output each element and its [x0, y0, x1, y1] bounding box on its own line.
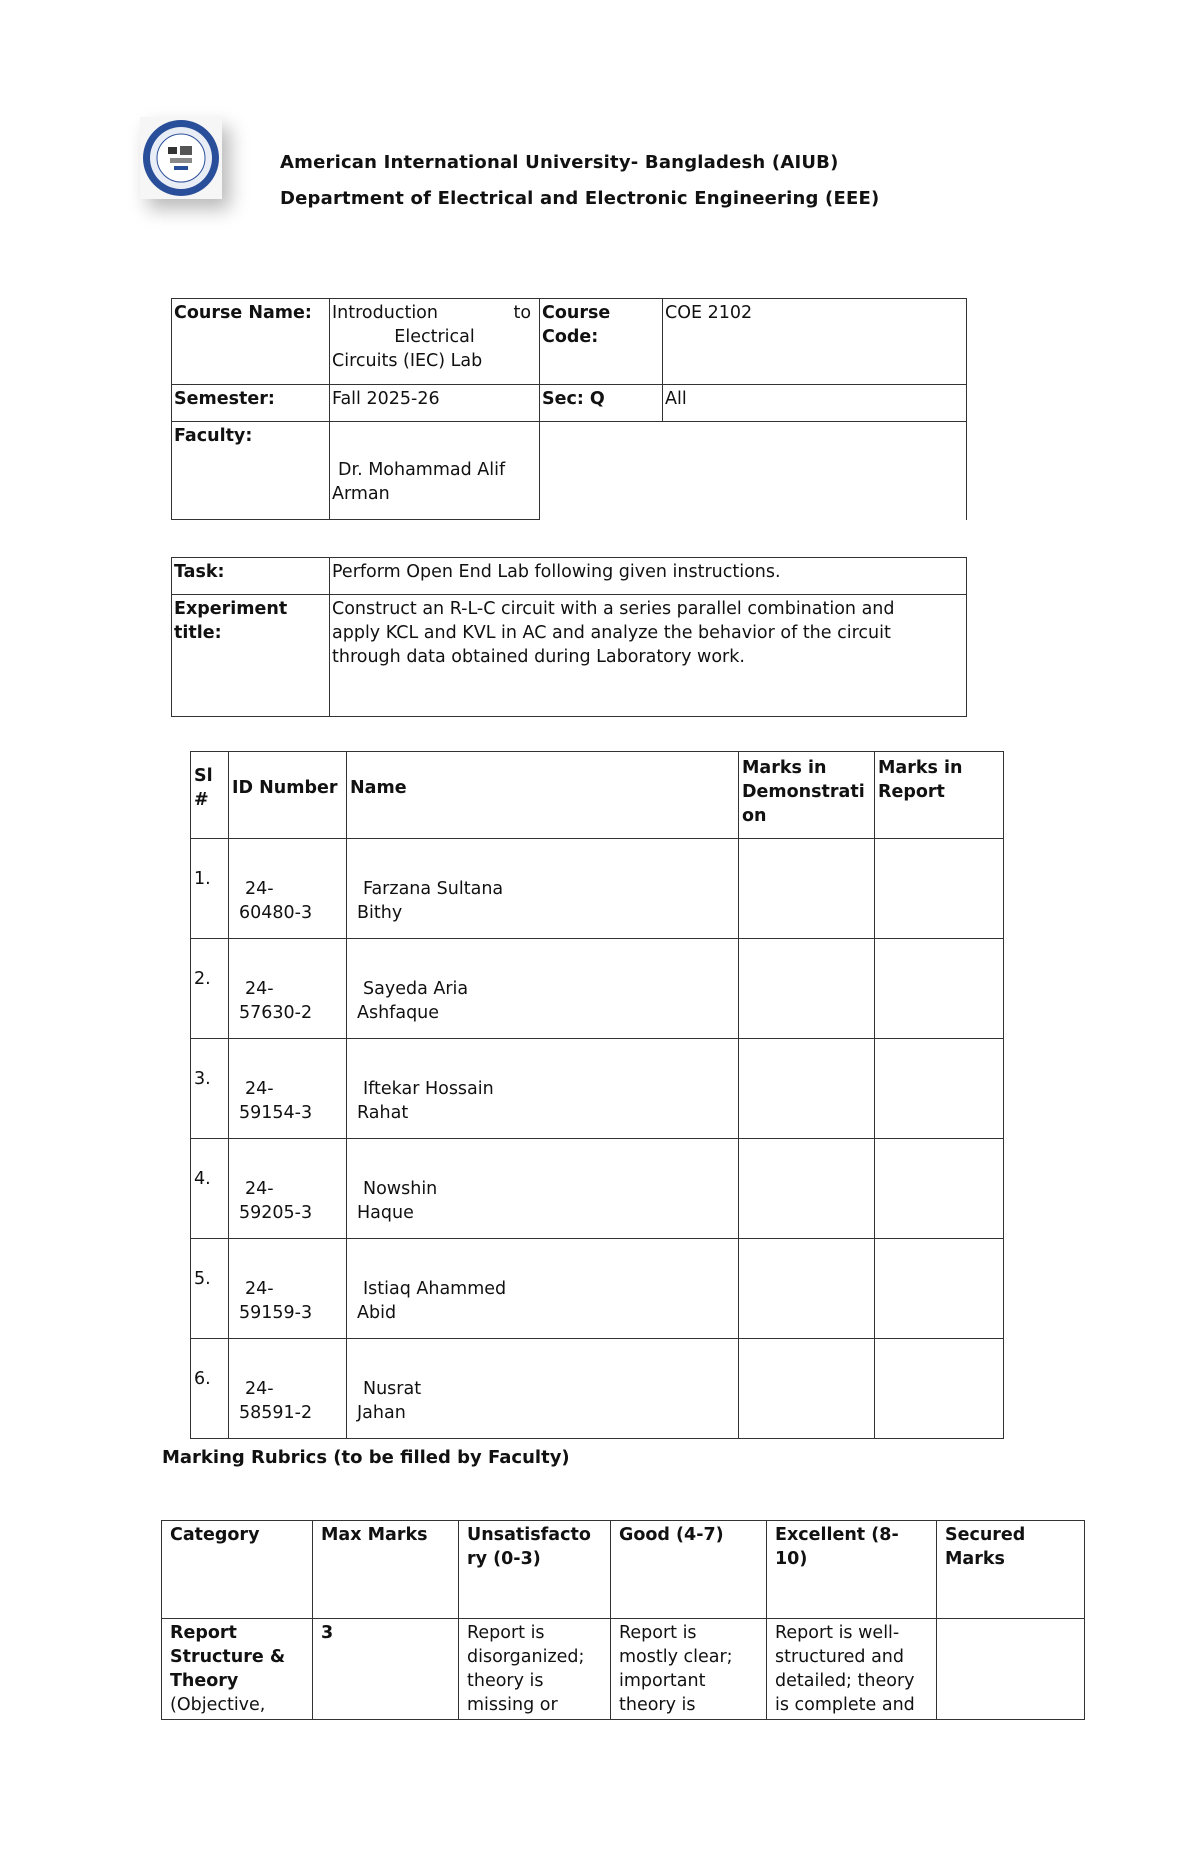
table-row	[191, 939, 1004, 1039]
report-marks-header	[875, 752, 1004, 839]
name-cell	[347, 1239, 739, 1339]
faculty-line1: Dr. Mohammad Alif	[338, 460, 506, 480]
semester-value: Fall 2025-26	[330, 385, 540, 422]
demo-marks-header	[739, 752, 875, 839]
report-header-line2: Report	[878, 782, 945, 802]
sec-value: All	[663, 385, 967, 422]
demo-marks-cell[interactable]	[739, 1339, 875, 1439]
name-cell	[347, 1039, 739, 1139]
experiment-label	[172, 595, 330, 717]
rubric-cat-line1: Report	[170, 1623, 237, 1643]
excellent-header-line2: 10)	[775, 1549, 808, 1569]
name-line2: Jahan	[357, 1403, 406, 1423]
semester-row	[172, 385, 967, 422]
course-name-label: Course Name:	[172, 299, 330, 385]
table-row	[191, 1239, 1004, 1339]
course-code-label	[540, 299, 663, 385]
id-cell	[229, 1039, 347, 1139]
experiment-row	[172, 595, 967, 717]
id-line1: 24-	[245, 1179, 274, 1199]
secured-marks-header	[937, 1521, 1085, 1619]
experiment-line1: Construct an R-L-C circuit with a series parallel combination and	[332, 599, 895, 619]
faculty-label: Faculty:	[172, 422, 330, 520]
course-name-line3: Circuits (IEC) Lab	[332, 351, 483, 371]
rubric-exc-line4: is complete and	[775, 1695, 915, 1715]
report-marks-cell[interactable]	[875, 1239, 1004, 1339]
demo-marks-cell[interactable]	[739, 1139, 875, 1239]
task-row	[172, 558, 967, 595]
course-name-word-intro: Introduction to	[332, 303, 532, 323]
demo-marks-cell[interactable]	[739, 1239, 875, 1339]
id-line2: 57630-2	[239, 1003, 313, 1023]
task-label: Task:	[172, 558, 330, 595]
rubric-cat-line3: Theory	[170, 1671, 239, 1691]
experiment-label-line1: Experiment	[174, 599, 288, 619]
faculty-row	[172, 422, 967, 520]
demo-header-line3: on	[742, 806, 767, 826]
rubric-title: Marking Rubrics (to be filled by Faculty)	[162, 1447, 570, 1468]
name-line2: Bithy	[357, 903, 403, 923]
rubric-unsat-line1: Report is	[467, 1623, 545, 1643]
table-row	[191, 1039, 1004, 1139]
name-line1: Sayeda Aria	[363, 979, 469, 999]
course-info-table	[171, 298, 967, 520]
id-line2: 58591-2	[239, 1403, 313, 1423]
secured-header-line1: Secured	[945, 1525, 1026, 1545]
report-marks-cell[interactable]	[875, 839, 1004, 939]
id-line2: 59159-3	[239, 1303, 313, 1323]
rubric-header-row	[162, 1521, 1085, 1619]
rubric-unsat-cell	[459, 1619, 611, 1720]
course-code-label-line2: Code:	[542, 327, 599, 347]
id-line2: 60480-3	[239, 903, 313, 923]
demo-header-line1: Marks in	[742, 758, 827, 778]
sl-cell: 2.	[191, 939, 229, 1039]
experiment-label-line2: title:	[174, 623, 222, 643]
course-row	[172, 299, 967, 385]
good-header: Good (4-7)	[611, 1521, 767, 1619]
table-row	[191, 1139, 1004, 1239]
id-header: ID Number	[229, 752, 347, 839]
unsat-header-line2: ry (0-3)	[467, 1549, 541, 1569]
id-cell	[229, 839, 347, 939]
id-line2: 59154-3	[239, 1103, 313, 1123]
rubric-good-line4: theory is	[619, 1695, 696, 1715]
secured-header-line2: Marks	[945, 1549, 1005, 1569]
id-line1: 24-	[245, 1379, 274, 1399]
sl-header-line2: #	[194, 790, 209, 810]
rubric-exc-line1: Report is well-	[775, 1623, 900, 1643]
sl-header	[191, 752, 229, 839]
department-name: Department of Electrical and Electronic Engineering (EEE)	[280, 188, 880, 209]
rubric-cat-line4: (Objective,	[170, 1695, 266, 1715]
faculty-line2: Arman	[332, 484, 390, 504]
max-marks-header: Max Marks	[313, 1521, 459, 1619]
demo-marks-cell[interactable]	[739, 839, 875, 939]
excellent-header-line1: Excellent (8-	[775, 1525, 899, 1545]
name-line2: Abid	[357, 1303, 397, 1323]
demo-header-line2: Demonstrati	[742, 782, 865, 802]
unsat-header-line1: Unsatisfacto	[467, 1525, 591, 1545]
sl-cell: 1.	[191, 839, 229, 939]
unsatisfactory-header	[459, 1521, 611, 1619]
report-marks-cell[interactable]	[875, 939, 1004, 1039]
rubric-good-line2: mostly clear;	[619, 1647, 733, 1667]
id-cell	[229, 1139, 347, 1239]
course-code-value: COE 2102	[663, 299, 967, 385]
experiment-line3: through data obtained during Laboratory work.	[332, 647, 745, 667]
sl-cell: 4.	[191, 1139, 229, 1239]
course-name-line2: Electrical	[394, 327, 475, 347]
course-name-value	[330, 299, 540, 385]
students-header-row	[191, 752, 1004, 839]
sl-cell: 6.	[191, 1339, 229, 1439]
report-marks-cell[interactable]	[875, 1139, 1004, 1239]
faculty-value	[330, 422, 540, 520]
rubric-row-report-structure	[162, 1619, 1085, 1720]
sl-header-line1: Sl	[194, 766, 213, 786]
experiment-line2: apply KCL and KVL in AC and analyze the behavior of the circuit	[332, 623, 891, 643]
id-cell	[229, 1339, 347, 1439]
student-rows	[191, 839, 1004, 1439]
report-header-line1: Marks in	[878, 758, 963, 778]
rubric-secured-cell[interactable]	[937, 1619, 1085, 1720]
sec-label: Sec: Q	[540, 385, 663, 422]
name-cell	[347, 1139, 739, 1239]
faculty-empty-cell	[540, 422, 967, 520]
rubric-cat-line2: Structure &	[170, 1647, 286, 1667]
id-cell	[229, 939, 347, 1039]
category-header: Category	[162, 1521, 313, 1619]
rubric-good-cell	[611, 1619, 767, 1720]
table-row	[191, 1339, 1004, 1439]
name-line1: Nowshin	[363, 1179, 438, 1199]
rubric-table	[161, 1520, 1085, 1720]
id-line1: 24-	[245, 879, 274, 899]
table-row	[191, 839, 1004, 939]
name-cell	[347, 939, 739, 1039]
report-marks-cell[interactable]	[875, 1339, 1004, 1439]
university-name: American International University- Bangladesh (AIUB)	[280, 152, 839, 173]
name-line2: Ashfaque	[357, 1003, 440, 1023]
sl-cell: 3.	[191, 1039, 229, 1139]
name-line1: Istiaq Ahammed	[363, 1279, 507, 1299]
students-table	[190, 751, 1004, 1439]
rubric-exc-line2: structured and	[775, 1647, 905, 1667]
demo-marks-cell[interactable]	[739, 939, 875, 1039]
excellent-header	[767, 1521, 937, 1619]
sl-cell: 5.	[191, 1239, 229, 1339]
name-header: Name	[347, 752, 739, 839]
rubric-unsat-line3: theory is	[467, 1671, 544, 1691]
semester-label: Semester:	[172, 385, 330, 422]
rubric-excellent-cell	[767, 1619, 937, 1720]
name-line2: Rahat	[357, 1103, 409, 1123]
seal-icon	[140, 117, 222, 199]
id-cell	[229, 1239, 347, 1339]
report-marks-cell[interactable]	[875, 1039, 1004, 1139]
rubric-exc-line3: detailed; theory	[775, 1671, 915, 1691]
name-line2: Haque	[357, 1203, 414, 1223]
experiment-value	[330, 595, 967, 717]
id-line2: 59205-3	[239, 1203, 313, 1223]
id-line1: 24-	[245, 1079, 274, 1099]
rubric-good-line3: important	[619, 1671, 706, 1691]
rubric-good-line1: Report is	[619, 1623, 697, 1643]
demo-marks-cell[interactable]	[739, 1039, 875, 1139]
name-cell	[347, 1339, 739, 1439]
task-value: Perform Open End Lab following given instructions.	[330, 558, 967, 595]
rubric-unsat-line4: missing or	[467, 1695, 558, 1715]
name-line1: Iftekar Hossain	[363, 1079, 494, 1099]
name-cell	[347, 839, 739, 939]
university-logo	[140, 117, 222, 199]
rubric-unsat-line2: disorganized;	[467, 1647, 585, 1667]
name-line1: Nusrat	[363, 1379, 422, 1399]
task-table	[171, 557, 967, 717]
rubric-category-cell	[162, 1619, 313, 1720]
name-line1: Farzana Sultana	[363, 879, 504, 899]
id-line1: 24-	[245, 1279, 274, 1299]
course-code-label-line1: Course	[542, 303, 611, 323]
id-line1: 24-	[245, 979, 274, 999]
rubric-max-cell: 3	[313, 1619, 459, 1720]
